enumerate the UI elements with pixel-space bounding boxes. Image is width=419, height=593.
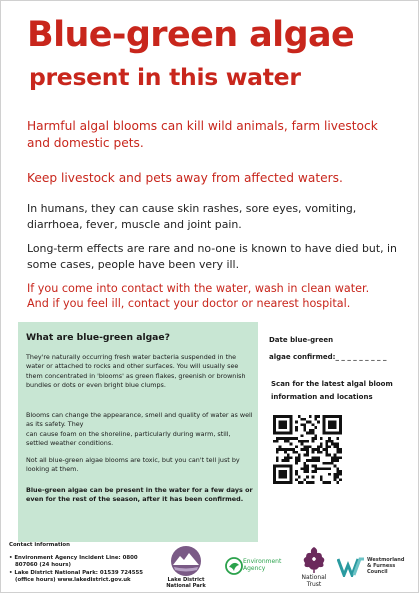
wf-logo-line-2: & Furness [367,563,396,569]
westmorland-furness-logo-icon [337,557,365,577]
wf-logo-line-1: Westmorland [367,557,405,563]
nt-logo-line-1: National [301,574,327,581]
warning-keep-away: Keep livestock and pets away from affected waters. [27,171,343,185]
contact-heading: Contact information [9,542,70,548]
ea-incident-line-2: 807060 (24 hours) [15,562,71,569]
info-paragraph-3: Not all blue-green algae blooms are toxic, but you can't tell just by looking at them. [26,456,240,474]
info-paragraph-2a: Blooms can change the appearance, smell and quality of water as well as its safety. They [26,411,253,429]
info-box [18,322,258,542]
scan-instructions [271,378,393,404]
date-confirmed-label [269,334,386,364]
ldnp-logo-line-1: Lake District [167,577,205,583]
ldnp-contact-line-1: • Lake District National Park: 01539 724555 [9,569,143,576]
title-line-1: Blue-green algae [27,15,355,55]
ldnp-contact-line-2: (office hours) www.lakedistrict.gov.uk [15,577,131,584]
scan-line-2: information and locations [271,393,373,401]
lake-district-logo-label [161,577,211,589]
ldnp-logo-line-2: National Park [166,583,206,589]
health-effects-text: In humans, they can cause skin rashes, sore eyes, vomiting, diarrhoea, fever, muscle and joint pain. [27,202,357,231]
info-paragraph-2b: can cause foam on the shoreline, particularly during warm, still, settled weather conditions. [26,430,231,448]
national-trust-oak-leaf-icon [301,545,327,573]
info-box-heading: What are blue-green algae? [26,332,170,343]
advice-doctor: And if you feel ill, contact your doctor or nearest hospital. [27,297,351,310]
title-line-2: present in this water [29,63,301,91]
westmorland-furness-logo-label [367,557,412,575]
ea-logo-line-2: Agency [243,565,266,572]
info-paragraph-1: They're naturally occurring fresh water bacteria suspended in the water or attached to rocks and other surfaces. You will usually see them concentrated in 'blooms' as green flakes, greenish or brownish bundles or dots or even bright blue clumps. [26,353,246,390]
advice-wash: If you come into contact with the water, wash in clean water. [27,282,370,295]
scan-line-1: Scan for the latest algal bloom [271,380,393,388]
warning-livestock: Harmful algal blooms can kill wild animals, farm livestock and domestic pets. [27,119,378,150]
lake-district-logo-icon [170,545,202,577]
environment-agency-logo-icon [225,557,243,575]
date-label-line-2: algae confirmed:_ _ _ _ _ _ _ _ _ [269,353,387,361]
nt-logo-line-2: Trust [306,581,322,588]
national-trust-logo-label [295,574,333,588]
qr-code-icon[interactable] [273,415,342,484]
contact-information [9,542,179,585]
info-paragraph-4: Blue-green algae can be present in the water for a few days or even for the rest of the season, after it has been confirmed. [26,486,253,504]
wf-logo-line-3: Council [367,569,388,575]
long-term-effects-text: Long-term effects are rare and no-one is known to have died but, in some cases, people have been very ill. [27,242,397,271]
ea-incident-line-1: • Environment Agency Incident Line: 0800 [9,554,138,561]
date-label-line-1: Date blue-green [269,336,334,344]
ea-logo-line-1: Environment [243,558,282,565]
environment-agency-logo-label [243,558,282,572]
